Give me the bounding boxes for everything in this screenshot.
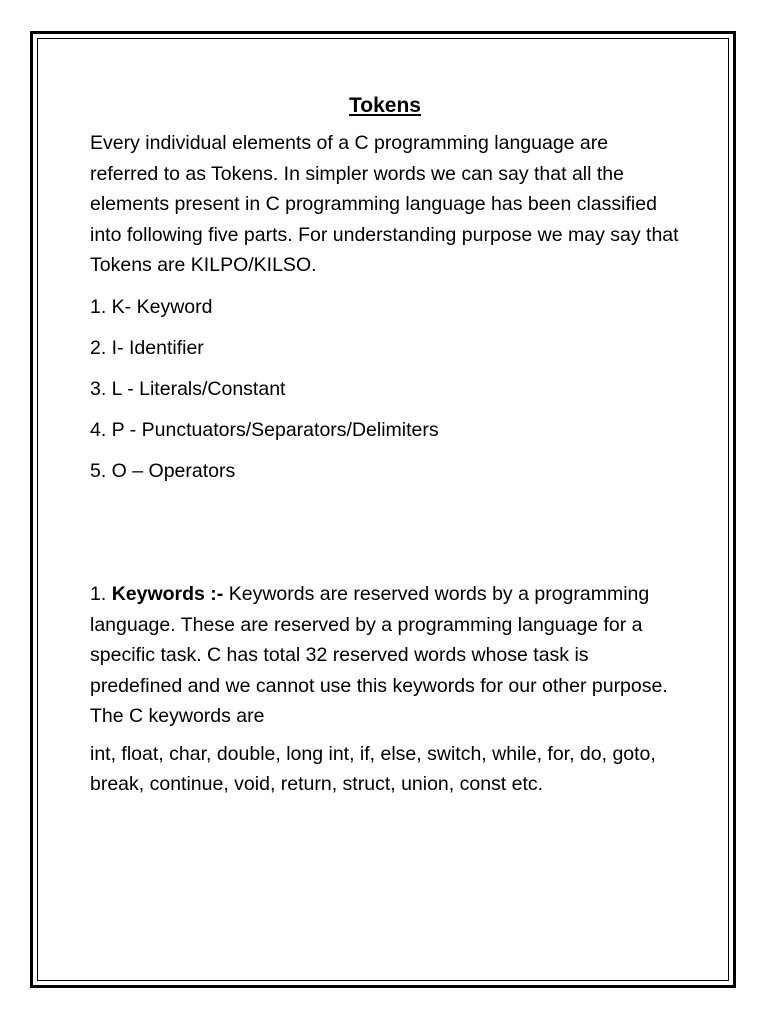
- list-item: 5. O – Operators: [90, 459, 236, 482]
- keywords-list: int, float, char, double, long int, if, else, switch, while, for, do, goto, break, continue, void, return, struct, union, const etc.: [90, 742, 656, 795]
- list-item: 2. I- Identifier: [90, 336, 204, 359]
- intro-paragraph: Every individual elements of a C programming language are referred to as Tokens. In simpler words we can say that all the elements present in C programming language has been classified into following five parts. For understanding purpose we may say that Tokens are KILPO/KILSO.: [90, 132, 679, 276]
- keywords-number: 1.: [90, 583, 112, 605]
- keywords-description: Keywords are reserved words by a programming language. These are reserved by a programming language for a specific task. C has total 32 reserved words whose task is predefined and we cannot use this keywords for our other purpose. The C keywords are: [90, 583, 668, 727]
- list-item: 1. K- Keyword: [90, 295, 213, 318]
- page-title: Tokens: [349, 94, 421, 117]
- list-item: 3. L - Literals/Constant: [90, 377, 286, 400]
- document-content: [90, 92, 680, 800]
- list-item: 4. P - Punctuators/Separators/Delimiters: [90, 418, 439, 441]
- token-list: [90, 292, 680, 487]
- keywords-heading: Keywords :-: [111, 583, 224, 605]
- keywords-paragraph: [90, 579, 680, 732]
